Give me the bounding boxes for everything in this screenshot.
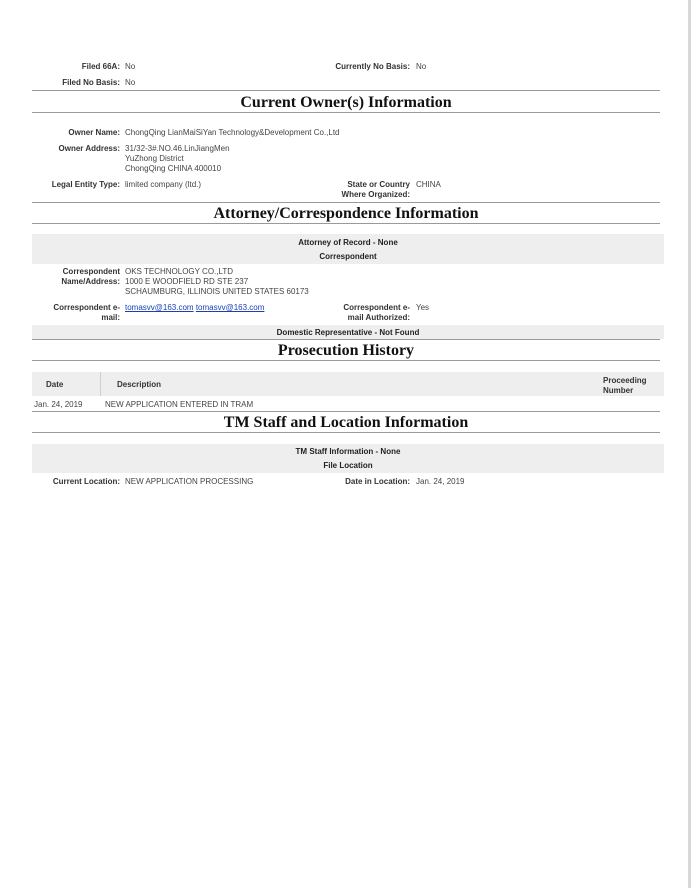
- attorney-of-record: Attorney of Record - None: [298, 238, 398, 247]
- col-date-header: Date: [46, 380, 64, 389]
- email-link[interactable]: tomasvv@163.com: [125, 303, 194, 312]
- filed-66a-value: No: [125, 62, 136, 71]
- owner-address-line: ChongQing CHINA 400010: [125, 164, 222, 173]
- correspondent-line: OKS TECHNOLOGY CO.,LTD: [125, 267, 234, 276]
- filed-no-basis-label: Filed No Basis:: [62, 78, 120, 87]
- state-country-label-2: Where Organized:: [341, 190, 410, 199]
- prosecution-section-title: Prosecution History: [277, 342, 415, 359]
- table-row-description: NEW APPLICATION ENTERED IN TRAM: [105, 400, 254, 409]
- state-country-value: CHINA: [416, 180, 441, 189]
- divider: [32, 339, 660, 340]
- divider: [32, 223, 660, 224]
- col-proceeding-header: Proceeding: [603, 376, 647, 385]
- email-authorized-value: Yes: [416, 303, 430, 312]
- table-row-date: Jan. 24, 2019: [34, 400, 83, 409]
- col-proceeding-header-2: Number: [603, 386, 634, 395]
- date-in-location-label: Date in Location:: [345, 477, 410, 486]
- correspondent-email-list: [125, 303, 264, 313]
- date-in-location-value: Jan. 24, 2019: [416, 477, 465, 486]
- correspondent-email-label-2: mail:: [101, 313, 120, 322]
- divider: [32, 411, 660, 412]
- email-link[interactable]: tomasvv@163.com: [195, 303, 265, 312]
- filed-no-basis-value: No: [125, 78, 136, 87]
- current-location-label: Current Location:: [52, 477, 120, 486]
- state-country-label: State or Country: [347, 180, 410, 189]
- column-divider: [100, 372, 101, 396]
- file-location-header: File Location: [323, 461, 373, 470]
- correspondent-label-2: Name/Address:: [61, 277, 120, 286]
- divider: [32, 202, 660, 203]
- tm-staff-info: TM Staff Information - None: [295, 447, 401, 456]
- owner-address-label: Owner Address:: [58, 144, 120, 153]
- owner-address-line: YuZhong District: [125, 154, 184, 163]
- divider: [32, 112, 660, 113]
- owner-name-value: ChongQing LianMaiSiYan Technology&Development Co.,Ltd: [125, 128, 340, 137]
- filed-66a-label: Filed 66A:: [81, 62, 120, 71]
- correspondent-label: Correspondent: [62, 267, 120, 276]
- correspondent-email-label: Correspondent e-: [53, 303, 120, 312]
- correspondent-header: Correspondent: [319, 252, 377, 261]
- current-location-value: NEW APPLICATION PROCESSING: [125, 477, 254, 486]
- owner-name-label: Owner Name:: [68, 128, 120, 137]
- correspondent-line: 1000 E WOODFIELD RD STE 237: [125, 277, 249, 286]
- attorney-section-title: Attorney/Correspondence Information: [213, 205, 479, 222]
- owner-section-title: Current Owner(s) Information: [240, 94, 452, 111]
- divider: [32, 360, 660, 361]
- legal-entity-type-label: Legal Entity Type:: [51, 180, 120, 189]
- email-authorized-label: Correspondent e-: [343, 303, 410, 312]
- divider: [32, 432, 660, 433]
- divider: [32, 90, 660, 91]
- currently-no-basis-value: No: [416, 62, 427, 71]
- owner-address-line: 31/32-3#.NO.46.LinJiangMen: [125, 144, 230, 153]
- currently-no-basis-label: Currently No Basis:: [335, 62, 410, 71]
- correspondent-line: SCHAUMBURG, ILLINOIS UNITED STATES 60173: [125, 287, 309, 296]
- staff-section-title: TM Staff and Location Information: [223, 414, 469, 431]
- legal-entity-type-value: limited company (ltd.): [125, 180, 202, 189]
- col-description-header: Description: [117, 380, 162, 389]
- email-authorized-label-2: mail Authorized:: [347, 313, 410, 322]
- page-edge-shadow: [688, 0, 691, 888]
- domestic-representative: Domestic Representative - Not Found: [276, 328, 420, 337]
